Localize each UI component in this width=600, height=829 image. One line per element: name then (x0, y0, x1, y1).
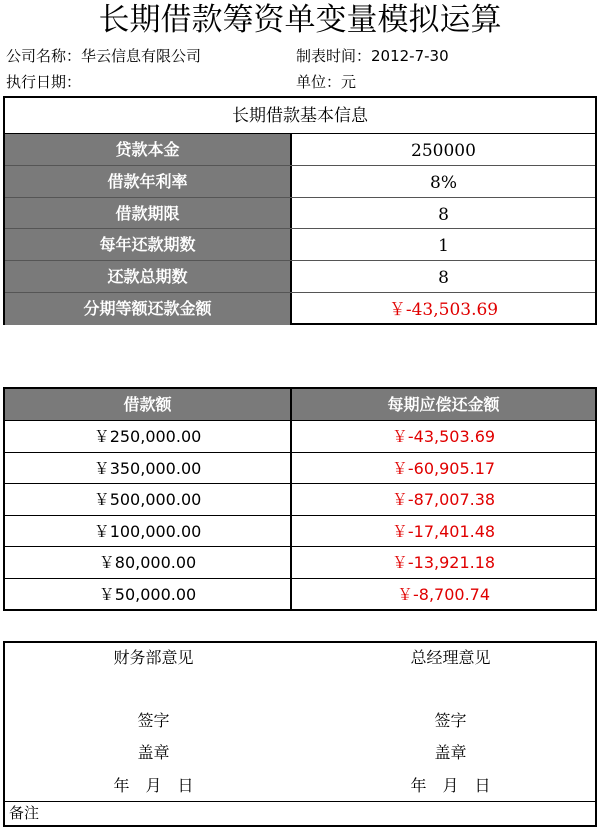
info-label: 贷款本金 (5, 134, 292, 165)
info-table-header: 长期借款基本信息 (5, 98, 595, 134)
info-row-periods-per-year (5, 229, 595, 261)
table-row (5, 516, 595, 548)
remark-field[interactable]: 备注 (5, 801, 595, 825)
finance-seal-label: 盖章 (137, 743, 170, 762)
payment-cell[interactable]: ￥-60,905.17 (391, 458, 496, 478)
finance-opinion-block (5, 643, 302, 803)
loan-amount-cell[interactable]: ￥50,000.00 (5, 579, 292, 611)
approval-section (3, 641, 597, 827)
table-row (5, 547, 595, 579)
column-header-amount: 借款额 (5, 389, 292, 420)
info-label: 借款年利率 (5, 166, 292, 197)
info-value[interactable]: 8% (430, 172, 457, 193)
info-label: 分期等额还款金额 (5, 293, 292, 325)
unit: 单位：元 (296, 73, 357, 91)
info-value[interactable]: 8 (438, 204, 449, 225)
info-value[interactable]: 250000 (411, 141, 476, 161)
loan-amount-cell[interactable]: ￥250,000.00 (5, 421, 292, 452)
info-label: 还款总期数 (5, 261, 292, 292)
loan-amount-cell[interactable]: ￥500,000.00 (5, 484, 292, 515)
manager-seal-label: 盖章 (434, 743, 467, 762)
info-row-principal (5, 134, 595, 166)
info-row-term (5, 198, 595, 230)
table-row (5, 484, 595, 516)
payment-cell[interactable]: ￥-13,921.18 (391, 553, 496, 572)
loan-table-header (5, 389, 595, 421)
loan-basic-info-table (3, 96, 597, 325)
info-label: 每年还款期数 (5, 229, 292, 260)
loan-amount-cell[interactable]: ￥100,000.00 (5, 516, 292, 547)
made-time: 制表时间：2012-7-30 (296, 47, 449, 65)
finance-sign-label: 签字 (137, 711, 170, 730)
company-name: 公司名称：华云信息有限公司 (6, 47, 202, 65)
manager-opinion-label: 总经理意见 (410, 648, 491, 667)
table-row (5, 421, 595, 453)
loan-amount-cell[interactable]: ￥80,000.00 (5, 547, 292, 578)
table-row (5, 579, 595, 611)
payment-cell[interactable]: ￥-17,401.48 (391, 521, 496, 541)
info-value[interactable]: ￥-43,503.69 (388, 299, 499, 320)
loan-amount-cell[interactable]: ￥350,000.00 (5, 453, 292, 484)
exec-date: 执行日期： (6, 73, 82, 91)
manager-sign-label: 签字 (434, 711, 467, 730)
finance-opinion-label: 财务部意见 (113, 648, 194, 667)
info-row-installment (5, 293, 595, 325)
column-header-payment: 每期应偿还金额 (387, 395, 500, 414)
info-row-total-periods (5, 261, 595, 293)
sheet-title: 长期借款筹资单变量模拟运算 (98, 2, 502, 38)
info-row-rate (5, 166, 595, 198)
table-row (5, 453, 595, 485)
manager-date-label: 年 月 日 (410, 776, 491, 795)
info-value[interactable]: 8 (438, 268, 449, 289)
payment-cell[interactable]: ￥-8,700.74 (396, 584, 491, 604)
info-label: 借款期限 (5, 198, 292, 229)
info-value[interactable]: 1 (438, 236, 449, 257)
loan-simulation-table (3, 387, 597, 611)
payment-cell[interactable]: ￥-87,007.38 (391, 490, 496, 509)
payment-cell[interactable]: ￥-43,503.69 (391, 427, 496, 446)
manager-opinion-block (302, 643, 599, 803)
finance-date-label: 年 月 日 (113, 776, 194, 795)
